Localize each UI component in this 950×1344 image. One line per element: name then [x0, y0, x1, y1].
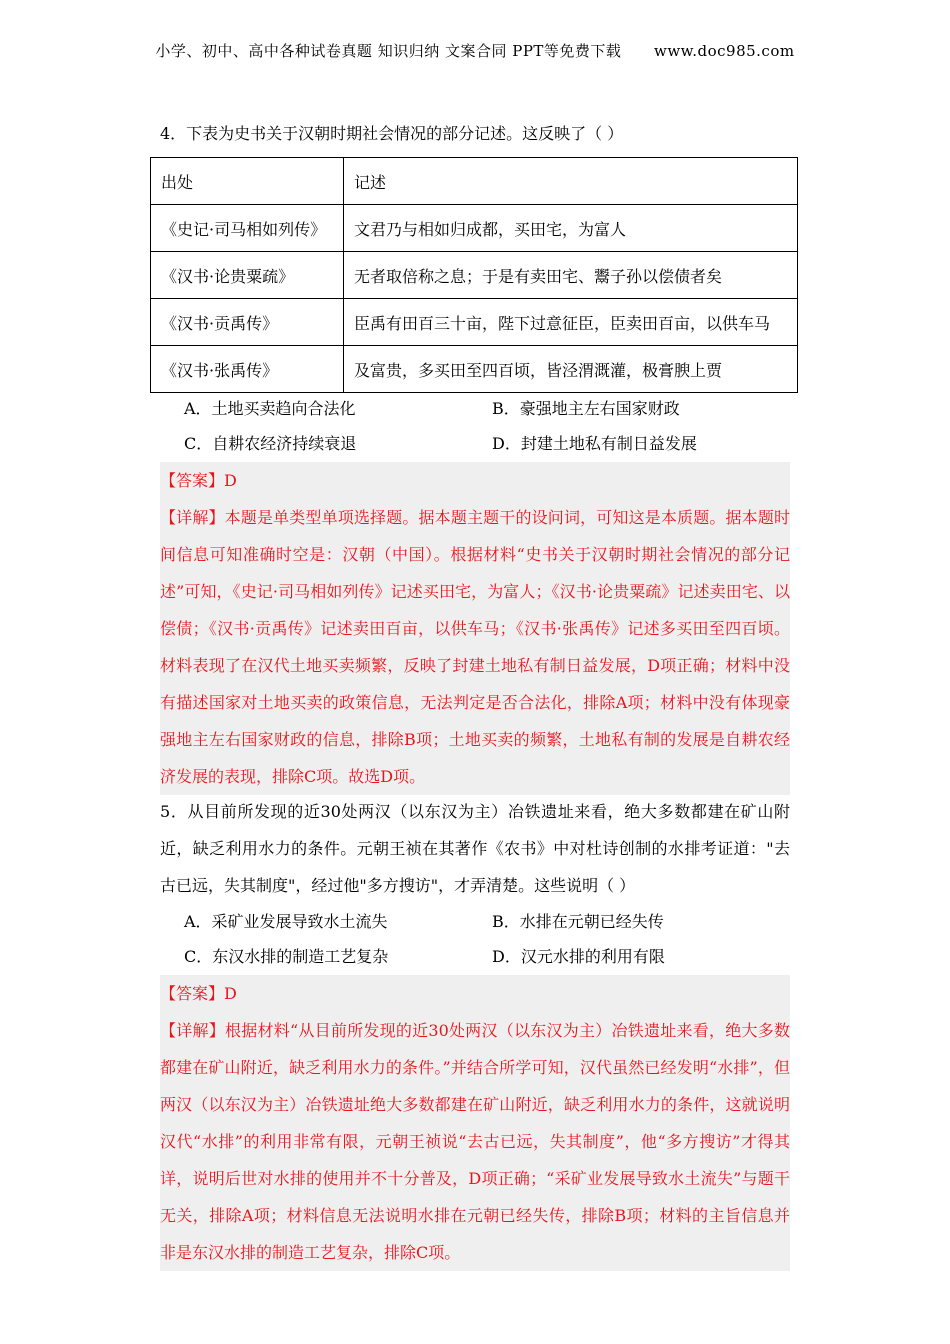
q4-answer-block: [160, 462, 790, 795]
q4-explanation: 【详解】本题是单类型单项选择题。据本题主题干的设问词，可知这是本质题。据本题时间信息可知准确时空是：汉朝（中国）。根据材料“史书关于汉朝时期社会情况的部分记述”可知，《史记·司马相如列传》记述买田宅，为富人；《汉书·论贵粟疏》记述卖田宅、以偿债；《汉书·贡禹传》记述卖田百亩，以供车马；《汉书·张禹传》记述多买田至四百顷。材料表现了在汉代土地买卖频繁，反映了封建土地私有制日益发展，D项正确；材料中没有描述国家对土地买卖的政策信息，无法判定是否合法化，排除A项；材料中没有体现豪强地主左右国家财政的信息，排除B项；土地买卖的频繁，土地私有制的发展是自耕农经济发展的表现，排除C项。故选D项。: [160, 508, 790, 786]
table-cell-source: 《汉书·张禹传》: [151, 346, 344, 393]
table-cell-record: 臣禹有田百三十亩，陛下过意征臣，臣卖田百亩，以供车马: [344, 299, 798, 346]
table-row: [151, 299, 798, 346]
q4-option-a: A．土地买卖趋向合法化: [184, 399, 356, 418]
table-row: [151, 346, 798, 393]
q4-option-c: C．自耕农经济持续衰退: [184, 434, 357, 453]
q5-option-a: A．采矿业发展导致水土流失: [184, 912, 388, 931]
source-table: [150, 157, 798, 393]
question-5-stem: 5．从目前所发现的近30处两汉（以东汉为主）冶铁遗址来看，绝大多数都建在矿山附近，缺乏利用水力的条件。元朝王祯在其著作《农书》中对杜诗创制的水排考证道："去古已远，失其制度"，经过他"多方搜访"，才弄清楚。这些说明（ ）: [160, 802, 790, 895]
q4-answer: 【答案】D: [160, 471, 237, 490]
q5-option-d: D．汉元水排的利用有限: [492, 947, 665, 966]
question-5-stem-block: [160, 793, 790, 904]
q5-answer: 【答案】D: [160, 984, 237, 1003]
table-header-cell: 出处: [151, 158, 344, 205]
q4-option-d: D．封建土地私有制日益发展: [492, 434, 697, 453]
page-header: [0, 40, 950, 61]
q5-option-b: B．水排在元朝已经失传: [492, 912, 664, 931]
table-cell-source: 《汉书·论贵粟疏》: [151, 252, 344, 299]
table-cell-record: 文君乃与相如归成都，买田宅，为富人: [344, 205, 798, 252]
q5-explanation: 【详解】根据材料“从目前所发现的近30处两汉（以东汉为主）冶铁遗址来看，绝大多数都建在矿山附近，缺乏利用水力的条件。”并结合所学可知，汉代虽然已经发明“水排”，但两汉（以东汉为主）冶铁遗址绝大多数都建在矿山附近，缺乏利用水力的条件，这就说明汉代“水排”的利用非常有限，元朝王祯说“去古已远，失其制度”，他“多方搜访”才得其详，说明后世对水排的使用并不十分普及，D项正确；“采矿业发展导致水土流失”与题干无关，排除A项；材料信息无法说明水排在元朝已经失传，排除B项；材料的主旨信息并非是东汉水排的制造工艺复杂，排除C项。: [160, 1021, 790, 1262]
question-4-stem: 4．下表为史书关于汉朝时期社会情况的部分记述。这反映了（ ）: [160, 124, 624, 143]
q5-option-c: C．东汉水排的制造工艺复杂: [184, 947, 389, 966]
q4-option-b: B．豪强地主左右国家财政: [492, 399, 680, 418]
table-cell-record: 无者取倍称之息；于是有卖田宅、鬻子孙以偿债者矣: [344, 252, 798, 299]
table-header-cell: 记述: [344, 158, 798, 205]
q5-answer-block: [160, 975, 790, 1271]
header-text: 小学、初中、高中各种试卷真题 知识归纳 文案合同 PPT等免费下载: [155, 42, 622, 60]
table-row: [151, 205, 798, 252]
table-row: [151, 252, 798, 299]
table-cell-record: 及富贵，多买田至四百顷，皆泾渭溉灌，极膏腴上贾: [344, 346, 798, 393]
table-cell-source: 《史记·司马相如列传》: [151, 205, 344, 252]
header-url[interactable]: www.doc985.com: [653, 42, 795, 60]
table-cell-source: 《汉书·贡禹传》: [151, 299, 344, 346]
table-header-row: [151, 158, 798, 205]
